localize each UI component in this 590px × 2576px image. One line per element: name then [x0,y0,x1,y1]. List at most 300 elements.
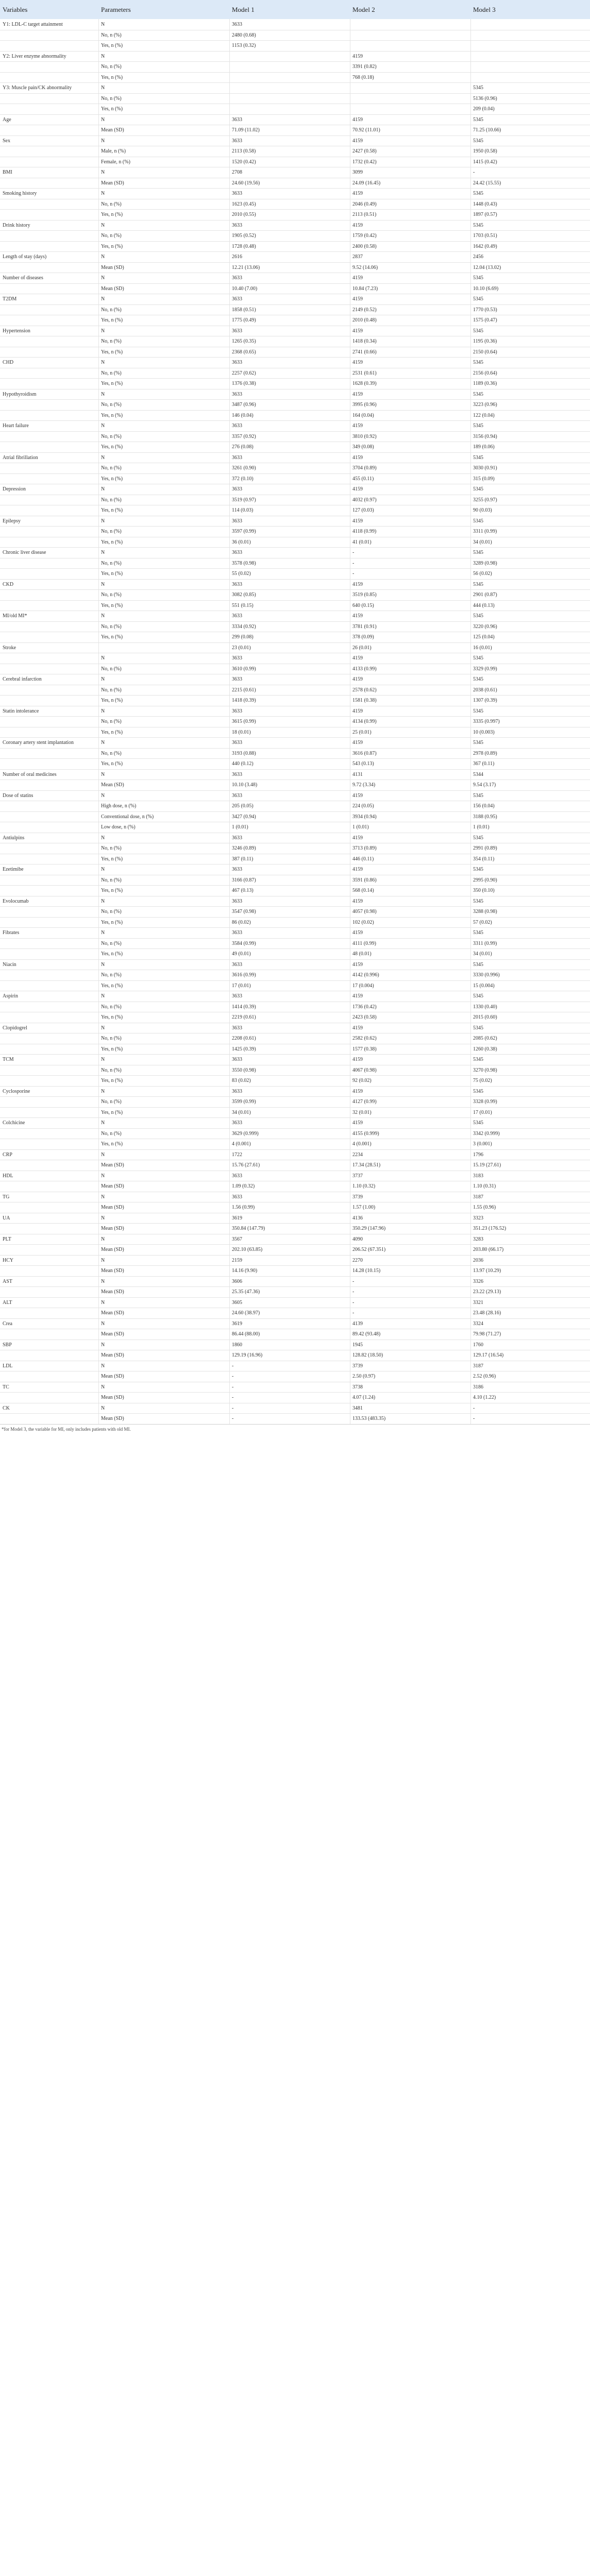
parameter-cell: N [101,1363,105,1369]
model-1-cell: 14.16 (9.90) [232,1268,258,1274]
variable-cell: LDL [3,1363,13,1369]
model-1-cell: 1.09 (0.32) [232,1183,255,1190]
model-1-cell: 3082 (0.85) [232,592,256,598]
parameter-cell: No, n (%) [101,972,122,978]
model-1-cell: 202.10 (63.85) [232,1247,263,1253]
parameter-cell: N [101,454,105,461]
model-2-cell: 4131 [352,771,363,777]
table-row [0,727,590,738]
model-1-cell: 3633 [232,328,242,334]
model-1-cell: 3633 [232,222,242,228]
model-3-cell: 5345 [473,1088,483,1094]
model-3-cell: 5345 [473,1120,483,1126]
model-1-cell: 3616 (0.99) [232,972,256,978]
table-row [0,262,590,273]
parameter-cell: No, n (%) [101,623,122,630]
model-2-cell: 4159 [352,296,363,302]
model-1-cell: 3633 [232,740,242,746]
model-2-cell: 4159 [352,1120,363,1126]
table-row [0,420,590,431]
model-3-cell: 5345 [473,655,483,662]
parameter-cell: Mean (SD) [101,782,124,788]
model-2-cell: 4159 [352,613,363,619]
model-3-cell: 3328 (0.99) [473,1099,497,1105]
model-1-cell: 1858 (0.51) [232,307,256,313]
model-2-cell: 4159 [352,518,363,524]
model-1-cell: 12.21 (13.06) [232,264,260,270]
parameter-cell: N [101,1320,105,1327]
model-1-cell: 10.10 (3.48) [232,782,258,788]
model-3-cell: 1642 (0.49) [473,243,497,249]
model-1-cell: 3629 (0.999) [232,1130,259,1137]
model-2-cell: 4.07 (1.24) [352,1395,376,1401]
model-1-cell: 3633 [232,391,242,397]
model-3-cell: 10.10 (6.69) [473,285,499,292]
model-2-cell: 26 (0.01) [352,645,372,651]
model-1-cell: 1 (0.01) [232,824,248,831]
variable-cell: MI/old MI* [3,613,27,619]
model-2-cell: 224 (0.05) [352,803,374,809]
parameter-cell: Yes, n (%) [101,602,123,608]
variable-cell: AST [3,1278,12,1284]
model-3-cell: 2456 [473,254,483,260]
model-1-cell: 3584 (0.99) [232,940,256,946]
model-1-cell: 1376 (0.38) [232,381,256,387]
model-2-cell: 4159 [352,961,363,968]
model-1-cell: 1775 (0.49) [232,317,256,324]
table-row [0,748,590,759]
parameter-cell: No, n (%) [101,338,122,345]
model-3-cell: 3288 (0.98) [473,909,497,915]
model-3-cell: 5344 [473,771,483,777]
model-2-cell: 2010 (0.48) [352,317,377,324]
model-3-cell: 3311 (0.99) [473,940,497,946]
parameter-cell: No, n (%) [101,1130,122,1137]
model-1-cell: 4 (0.001) [232,1141,251,1147]
model-2-cell: 4142 (0.996) [352,972,379,978]
model-1-cell: 2368 (0.65) [232,349,256,355]
variable-cell: CKD [3,581,14,587]
model-3-cell: 1760 [473,1342,483,1348]
model-2-cell: 4159 [352,191,363,197]
table-row [0,442,590,452]
model-1-cell: 1905 (0.52) [232,233,256,239]
table-body [0,19,590,1424]
model-3-cell: 2036 [473,1257,483,1263]
model-2-cell: 4159 [352,898,363,904]
model-1-cell: 3633 [232,1025,242,1031]
parameter-cell: N [101,1405,105,1411]
table-row [0,948,590,959]
table-row [0,1223,590,1234]
model-2-cell: 3713 (0.89) [352,845,377,852]
parameter-cell: Yes, n (%) [101,106,123,112]
header-variables: Variables [3,5,28,13]
model-3-cell: 10 (0.003) [473,729,495,735]
model-1-cell: - [232,1405,234,1411]
variable-cell: Coronary artery stent implantation [3,740,74,746]
parameter-cell: No, n (%) [101,201,122,207]
parameter-cell: No, n (%) [101,497,122,503]
variable-cell: Y3: Muscle pain/CK abnormality [3,85,72,91]
model-2-cell: 9.52 (14.06) [352,264,378,270]
model-2-cell: 206.52 (67.351) [352,1247,386,1253]
header-model-3: Model 3 [473,5,496,13]
model-2-cell: 1628 (0.39) [352,381,377,387]
parameter-cell: N [101,1278,105,1284]
variable-cell: Cerebral infarction [3,676,42,683]
model-3-cell: 1307 (0.39) [473,698,497,704]
table-row [0,769,590,780]
model-2-cell: 349 (0.08) [352,444,374,450]
model-1-cell: 551 (0.15) [232,602,254,608]
model-2-cell: 1.10 (0.32) [352,1183,376,1190]
parameter-cell: No, n (%) [101,666,122,672]
model-3-cell: 3335 (0.997) [473,719,500,725]
model-1-cell: 3633 [232,486,242,493]
parameter-cell: Yes, n (%) [101,412,123,418]
model-2-cell: 4159 [352,116,363,123]
model-2-cell: 1 (0.01) [352,824,369,831]
model-1-cell: 25.35 (47.36) [232,1289,260,1295]
model-3-cell: 90 (0.03) [473,507,492,514]
table-row [0,357,590,368]
parameter-cell: High dose, n (%) [101,803,137,809]
table-row [0,790,590,801]
model-2-cell: 4159 [352,1025,363,1031]
parameter-cell: No, n (%) [101,465,122,471]
model-2-cell: 4118 (0.99) [352,529,377,535]
model-3-cell: 5345 [473,518,483,524]
model-2-cell: 446 (0.11) [352,856,374,862]
model-3-cell: 5345 [473,898,483,904]
header-model-2: Model 2 [352,5,375,13]
model-2-cell: 4159 [352,328,363,334]
model-1-cell: 3334 (0.92) [232,623,256,630]
model-3-cell: 1415 (0.42) [473,159,497,165]
variable-cell: ALT [3,1299,12,1306]
model-3-cell: 1260 (0.38) [473,1046,497,1052]
model-3-cell: 3030 (0.91) [473,465,497,471]
model-1-cell: 2010 (0.55) [232,212,256,218]
parameter-cell: N [101,961,105,968]
parameter-cell: Low dose, n (%) [101,824,136,831]
model-1-cell: 3633 [232,454,242,461]
model-1-cell: 3633 [232,1173,242,1179]
parameter-cell: No, n (%) [101,560,122,566]
table-row [0,1171,590,1181]
model-2-cell: 9.72 (3.34) [352,782,376,788]
model-3-cell: 17 (0.01) [473,1109,492,1115]
model-2-cell: 4155 (0.999) [352,1130,379,1137]
model-2-cell: 164 (0.04) [352,412,374,418]
model-3-cell: 1 (0.01) [473,824,490,831]
variable-cell: Depression [3,486,26,493]
model-1-cell: 2113 (0.58) [232,148,256,155]
model-1-cell: 3633 [232,518,242,524]
model-3-cell: 350 (0.10) [473,888,495,894]
model-1-cell: 1425 (0.39) [232,1046,256,1052]
model-1-cell: 1520 (0.42) [232,159,256,165]
model-3-cell: 2991 (0.89) [473,845,497,852]
model-2-cell: 2578 (0.62) [352,687,377,693]
model-2-cell: 3616 (0.87) [352,750,377,756]
model-1-cell: 3633 [232,21,242,27]
model-3-cell: 2901 (0.87) [473,592,497,598]
model-3-cell: 15.19 (27.61) [473,1162,501,1168]
table-row [0,632,590,642]
model-3-cell: 3183 [473,1173,483,1179]
model-1-cell: 3633 [232,191,242,197]
model-3-cell: 1330 (0.40) [473,1004,497,1010]
variable-cell: CHD [3,360,14,366]
model-1-cell: 3633 [232,792,242,799]
table-row [0,526,590,537]
table-row [0,294,590,304]
table-row [0,621,590,632]
model-1-cell: 3633 [232,898,242,904]
model-3-cell: 5345 [473,961,483,968]
table-row [0,1403,590,1414]
model-1-cell: 1860 [232,1342,242,1348]
model-3-cell: 57 (0.02) [473,919,492,925]
parameter-cell: N [101,170,105,176]
variable-cell: SBP [3,1342,12,1348]
parameter-cell: N [101,191,105,197]
model-2-cell: - [352,1310,355,1316]
model-2-cell: 10.84 (7.23) [352,285,378,292]
parameter-cell: N [101,1194,105,1200]
table-row [0,1149,590,1160]
model-2-cell: 89.42 (93.48) [352,1331,381,1337]
model-3-cell: - [473,1405,475,1411]
parameter-cell: N [101,53,105,59]
parameter-cell: Yes, n (%) [101,1078,123,1084]
model-1-cell: 3633 [232,116,242,123]
table-row [0,801,590,811]
parameter-cell: N [101,835,105,841]
parameter-cell: Yes, n (%) [101,951,123,957]
model-1-cell: 3615 (0.99) [232,719,256,725]
variable-cell: Y1: LDL-C target attainment [3,21,63,27]
parameter-cell: Yes, n (%) [101,1014,123,1021]
model-3-cell: 16 (0.01) [473,645,492,651]
model-2-cell: 3934 (0.94) [352,814,377,820]
table-row [0,1308,590,1318]
model-1-cell: 440 (0.12) [232,761,254,767]
model-3-cell: 5345 [473,360,483,366]
table-row [0,716,590,727]
parameter-cell: N [101,391,105,397]
model-2-cell: 92 (0.02) [352,1078,372,1084]
model-2-cell: 2.50 (0.97) [352,1374,376,1380]
model-2-cell: 4159 [352,275,363,281]
model-3-cell: 12.04 (13.02) [473,264,501,270]
table-row [0,188,590,199]
model-3-cell: - [473,170,475,176]
model-2-cell: 4159 [352,581,363,587]
table-row [0,1329,590,1340]
model-2-cell: 3704 (0.89) [352,465,377,471]
table-row [0,1139,590,1149]
variable-cell: Y2: Liver enzyme abnormality [3,53,66,59]
parameter-cell: No, n (%) [101,64,122,70]
variable-cell: Statin intolerance [3,708,39,714]
model-2-cell: 4133 (0.99) [352,666,377,672]
parameter-cell: Yes, n (%) [101,982,123,989]
table-row [0,854,590,865]
model-3-cell: 315 (0.09) [473,476,495,482]
parameter-cell: Mean (SD) [101,1226,124,1232]
model-2-cell: 4159 [352,360,363,366]
model-1-cell: - [232,1384,234,1390]
model-3-cell: 3329 (0.99) [473,666,497,672]
model-2-cell: 3738 [352,1384,363,1390]
column-divider [98,19,99,1424]
model-2-cell: 4159 [352,993,363,999]
parameter-cell: N [101,1384,105,1390]
model-1-cell: 18 (0.01) [232,729,251,735]
variable-cell: Clopidogrel [3,1025,27,1031]
parameter-cell: Yes, n (%) [101,43,123,49]
parameter-cell: No, n (%) [101,32,122,38]
parameter-cell: Mean (SD) [101,1416,124,1422]
variable-cell: TCM [3,1057,14,1063]
model-1-cell: 2616 [232,254,242,260]
parameter-cell: N [101,1342,105,1348]
model-1-cell: 205 (0.05) [232,803,254,809]
model-2-cell: 4 (0.001) [352,1141,372,1147]
parameter-cell: Yes, n (%) [101,212,123,218]
model-1-cell: 2208 (0.61) [232,1036,256,1042]
model-1-cell: 3633 [232,771,242,777]
model-3-cell: 5345 [473,454,483,461]
table-row [0,368,590,379]
variable-cell: TC [3,1384,9,1390]
table-row [0,737,590,748]
table-row [0,463,590,473]
model-2-cell: 133.53 (483.35) [352,1416,386,1422]
parameter-cell: Yes, n (%) [101,74,123,80]
parameter-cell: N [101,676,105,683]
table-row [0,843,590,854]
parameter-cell: N [101,518,105,524]
model-1-cell: 3547 (0.98) [232,909,256,915]
column-divider [229,19,230,1424]
model-2-cell: 102 (0.02) [352,919,374,925]
table-row [0,1244,590,1255]
model-3-cell: 1950 (0.58) [473,148,497,155]
model-2-cell: 640 (0.15) [352,602,374,608]
model-2-cell: 1581 (0.38) [352,698,377,704]
model-1-cell: 3633 [232,993,242,999]
model-2-cell: 543 (0.13) [352,761,374,767]
table-row [0,125,590,135]
model-1-cell: 2219 (0.61) [232,1014,256,1021]
table-row [0,537,590,548]
parameter-cell: Yes, n (%) [101,444,123,450]
parameter-cell: No, n (%) [101,433,122,439]
table-row [0,1234,590,1245]
table-row [0,114,590,125]
model-1-cell: 3578 (0.98) [232,560,256,566]
variable-cell: Number of diseases [3,275,43,281]
variable-cell: HDL [3,1173,13,1179]
parameter-cell: No, n (%) [101,909,122,915]
model-3-cell: 3187 [473,1194,483,1200]
parameter-cell: No, n (%) [101,845,122,852]
model-3-cell: 34 (0.01) [473,539,492,545]
column-divider [470,19,471,1424]
parameter-cell: Mean (SD) [101,1183,124,1190]
model-1-cell: 3633 [232,423,242,429]
model-3-cell: 5345 [473,328,483,334]
parameter-cell: Yes, n (%) [101,317,123,324]
table-row [0,1297,590,1308]
table-row [0,1255,590,1266]
model-2-cell: - [352,1278,355,1284]
model-3-cell: 5345 [473,550,483,556]
model-1-cell: 3633 [232,1194,242,1200]
parameter-cell: Conventional dose, n (%) [101,814,154,820]
model-2-cell: 3519 (0.85) [352,592,377,598]
model-3-cell: 3186 [473,1384,483,1390]
model-2-cell: 4159 [352,138,363,144]
table-row [0,516,590,527]
model-1-cell: 24.60 (38.97) [232,1310,260,1316]
model-1-cell: 3606 [232,1278,242,1284]
model-3-cell: 1796 [473,1151,483,1158]
model-3-cell: 5345 [473,708,483,714]
table-row [0,664,590,674]
parameter-cell: Mean (SD) [101,1289,124,1295]
parameter-cell: N [101,1257,105,1263]
model-1-cell: - [232,1374,234,1380]
model-1-cell: 2480 (0.68) [232,32,256,38]
variable-cell: Heart failure [3,423,29,429]
parameter-cell: Yes, n (%) [101,476,123,482]
model-3-cell: 5345 [473,116,483,123]
parameter-cell: N [101,550,105,556]
variable-cell: Crea [3,1320,12,1327]
model-2-cell: 70.92 (11.01) [352,127,380,133]
model-2-cell: 2582 (0.62) [352,1036,377,1042]
table-row [0,1086,590,1097]
parameter-cell: N [101,275,105,281]
model-1-cell: 3193 (0.88) [232,750,256,756]
model-1-cell: 83 (0.02) [232,1078,251,1084]
table-row [0,980,590,991]
variable-cell: Atrial fibrillation [3,454,38,461]
table-row [0,473,590,484]
model-2-cell: - [352,571,355,577]
table-row [0,452,590,463]
model-1-cell: 3599 (0.99) [232,1099,256,1105]
model-3-cell: 189 (0.06) [473,444,495,450]
table-header [0,0,590,19]
model-1-cell: 1418 (0.39) [232,698,256,704]
parameter-cell: Yes, n (%) [101,381,123,387]
parameter-cell: Mean (SD) [101,1310,124,1316]
table-row [0,40,590,51]
table-row [0,199,590,210]
model-3-cell: 5345 [473,391,483,397]
parameter-cell: Yes, n (%) [101,761,123,767]
model-3-cell: 5345 [473,85,483,91]
parameter-cell: N [101,898,105,904]
parameter-cell: No, n (%) [101,750,122,756]
model-2-cell: 2837 [352,254,363,260]
